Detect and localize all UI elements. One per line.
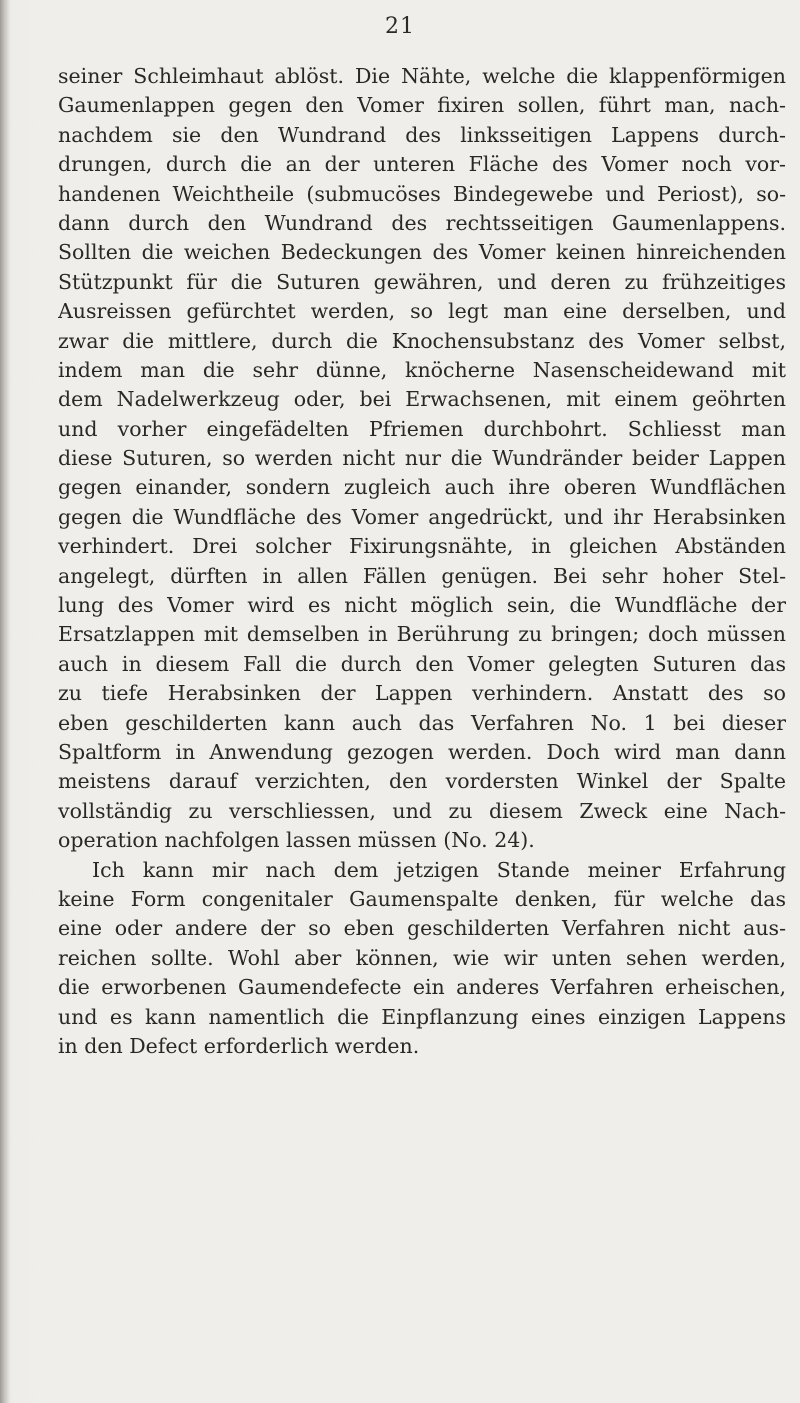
text-line: in den Defect erforderlich werden. (58, 1033, 420, 1058)
text-line: zwar die mittlere, durch die Knochensubstanz des Vomer selbst, (58, 328, 786, 353)
text-line: Ich kann mir nach dem jetzigen Stande meiner Erfahrung (92, 857, 786, 882)
text-line: zu tiefe Herabsinken der Lappen verhindern. Anstatt des so (58, 681, 786, 706)
text-line: eben geschilderten kann auch das Verfahren No. 1 bei dieser (58, 710, 786, 735)
text-line: eine oder andere der so eben geschilderten Verfahren nicht aus- (58, 916, 786, 941)
text-line: dem Nadelwerkzeug oder, bei Erwachsenen, mit einem geöhrten (58, 387, 786, 412)
text-line: nachdem sie den Wundrand des linksseitigen Lappens durch- (58, 122, 786, 147)
paragraph-2 (58, 856, 786, 1062)
text-line: seiner Schleimhaut ablöst. Die Nähte, welche die klappenförmigen (58, 64, 786, 88)
text-line: Gaumenlappen gegen den Vomer fixiren sollen, führt man, nach- (58, 93, 786, 118)
text-line: gegen die Wundfläche des Vomer angedrückt, und ihr Herabsinken (58, 504, 786, 529)
text-line: Spaltform in Anwendung gezogen werden. Doch wird man dann (58, 739, 786, 764)
paragraph-1 (58, 62, 786, 856)
text-line: vollständig zu verschliessen, und zu diesem Zweck eine Nach- (58, 798, 786, 823)
page-gutter-shadow (0, 0, 10, 1403)
text-line: auch in diesem Fall die durch den Vomer gelegten Suturen das (58, 651, 786, 676)
text-line: und es kann namentlich die Einpflanzung eines einzigen Lappens (58, 1004, 786, 1029)
text-line: angelegt, dürften in allen Fällen genügen. Bei sehr hoher Stel- (58, 563, 786, 588)
text-line: gegen einander, sondern zugleich auch ihre oberen Wundflächen (58, 475, 786, 500)
text-line: meistens darauf verzichten, den vordersten Winkel der Spalte (58, 769, 786, 794)
page-number: 21 (385, 14, 415, 39)
text-line: die erworbenen Gaumendefecte ein anderes Verfahren erheischen, (58, 975, 786, 1000)
text-line: drungen, durch die an der unteren Fläche des Vomer noch vor- (58, 152, 786, 177)
text-line: handenen Weichtheile (submucöses Bindegewebe und Periost), so- (58, 181, 786, 206)
text-line: Stützpunkt für die Suturen gewähren, und deren zu frühzeitiges (58, 269, 786, 294)
text-line: und vorher eingefädelten Pfriemen durchbohrt. Schliesst man (58, 416, 786, 441)
text-line: verhindert. Drei solcher Fixirungsnähte, in gleichen Abständen (58, 534, 786, 559)
text-line: dann durch den Wundrand des rechtsseitigen Gaumenlappens. (58, 210, 786, 235)
text-line: Sollten die weichen Bedeckungen des Vomer keinen hinreichenden (58, 240, 786, 265)
text-line: diese Suturen, so werden nicht nur die Wundränder beider Lappen (58, 446, 786, 471)
text-line: operation nachfolgen lassen müssen (No. 24). (58, 828, 535, 853)
text-line: Ersatzlappen mit demselben in Berührung zu bringen; doch müssen (58, 622, 786, 647)
text-line: keine Form congenitaler Gaumenspalte denken, für welche das (58, 886, 786, 911)
text-line: Ausreissen gefürchtet werden, so legt man eine derselben, und (58, 299, 786, 324)
text-line: lung des Vomer wird es nicht möglich sein, die Wundfläche der (58, 593, 786, 618)
body-text (58, 62, 786, 1061)
text-line: reichen sollte. Wohl aber können, wie wir unten sehen werden, (58, 945, 786, 970)
text-line: indem man die sehr dünne, knöcherne Nasenscheidewand mit (58, 357, 786, 382)
